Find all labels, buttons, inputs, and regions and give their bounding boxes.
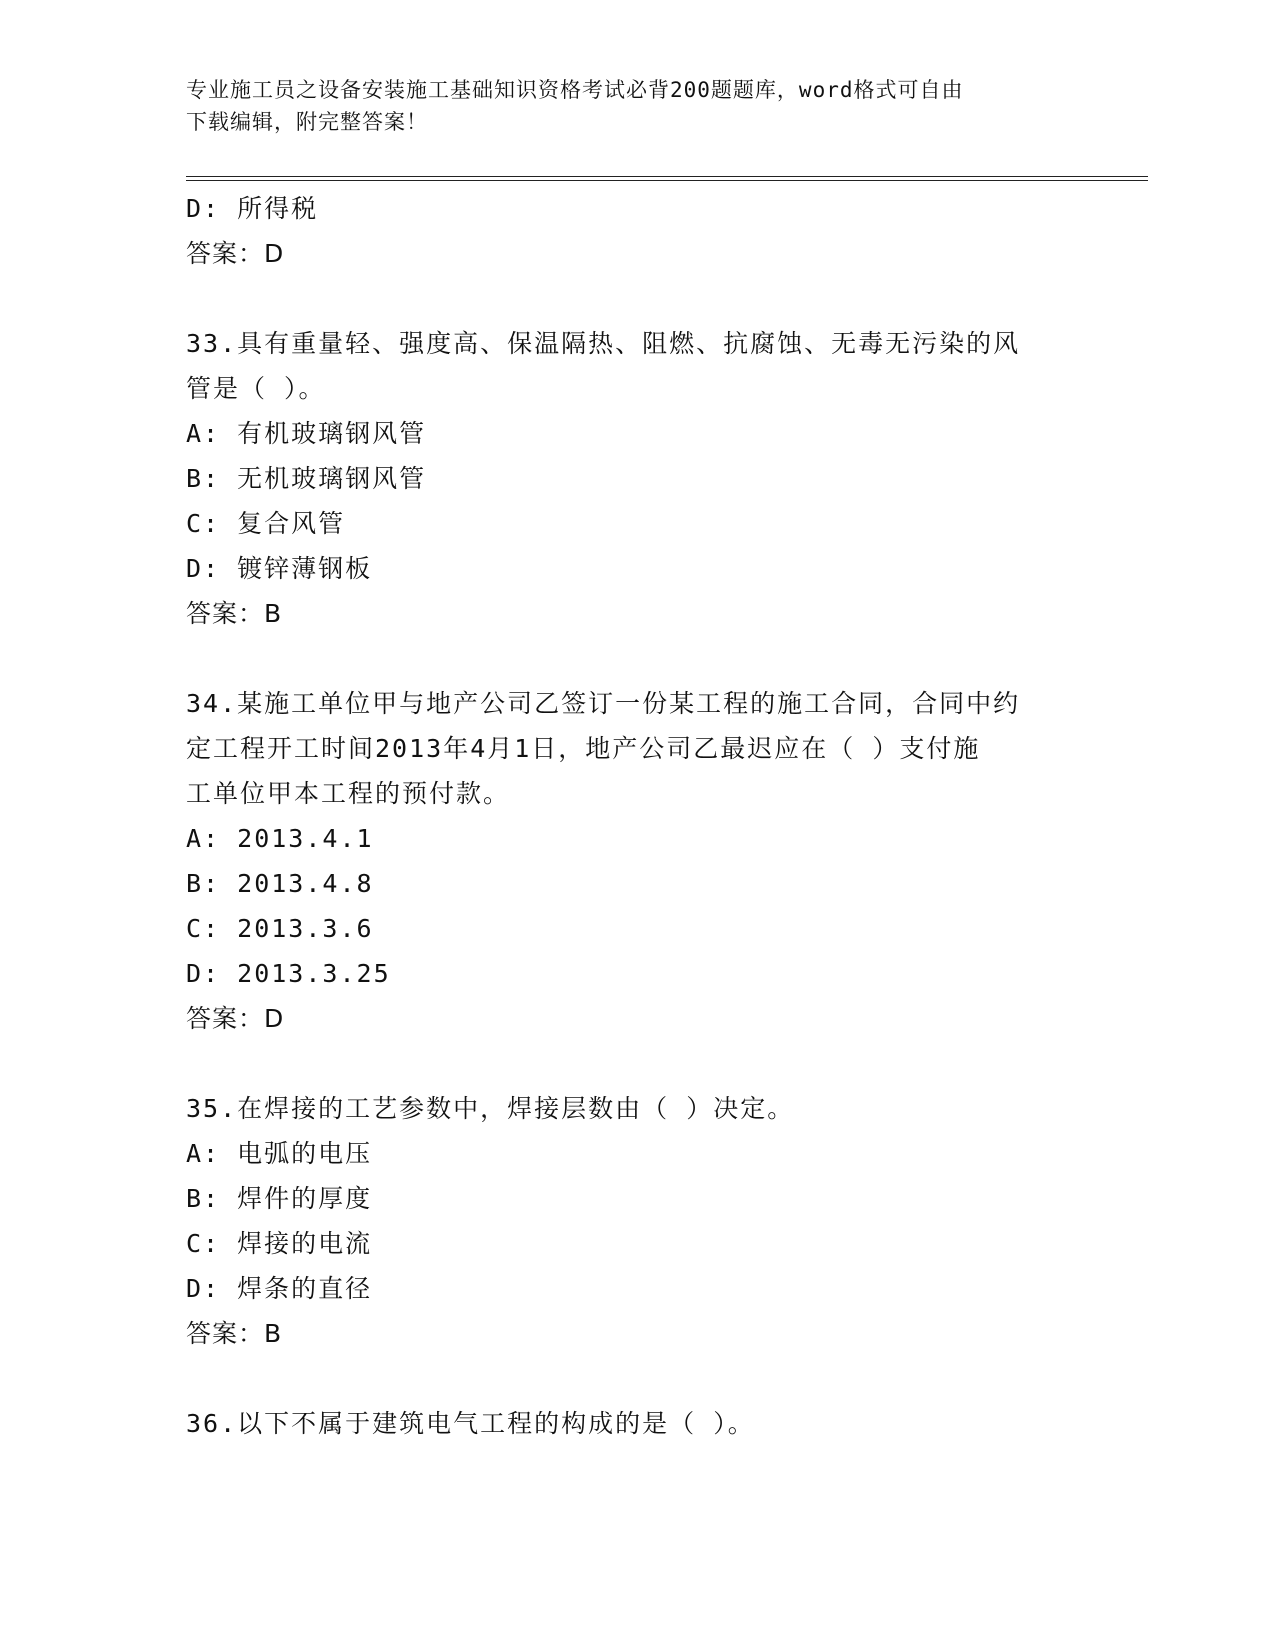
option-a: A: 2013.4.1	[186, 824, 374, 853]
option-d: D: 焊条的直径	[186, 1274, 373, 1303]
question-stem-line: 36.以下不属于建筑电气工程的构成的是（ ）。	[186, 1409, 755, 1438]
answer-line: 答案：D	[186, 1004, 285, 1033]
answer-line: 答案：D	[186, 239, 285, 268]
question-34	[186, 681, 1086, 1041]
option-c: C: 焊接的电流	[186, 1229, 373, 1258]
header-divider	[186, 176, 1148, 181]
option-d: D: 镀锌薄钢板	[186, 554, 373, 583]
document-body	[186, 186, 1086, 1446]
option-a: A: 电弧的电压	[186, 1139, 373, 1168]
header-line-2: 下载编辑，附完整答案！	[186, 110, 428, 134]
question-stem-line: 34.某施工单位甲与地产公司乙签订一份某工程的施工合同，合同中约	[186, 689, 1021, 718]
answer-line: 答案：B	[186, 599, 283, 628]
question-stem-line: 管是（ ）。	[186, 374, 326, 403]
answer-line: 答案：B	[186, 1319, 283, 1348]
option-c: C: 2013.3.6	[186, 914, 374, 943]
page-header	[186, 74, 1066, 138]
question-stem-line: 33.具有重量轻、强度高、保温隔热、阻燃、抗腐蚀、无毒无污染的风	[186, 329, 1021, 358]
spacer	[186, 1041, 1086, 1086]
option-a: A: 有机玻璃钢风管	[186, 419, 427, 448]
question-stem-line: 35.在焊接的工艺参数中，焊接层数由（ ）决定。	[186, 1094, 795, 1123]
option-c: C: 复合风管	[186, 509, 346, 538]
option-b: B: 无机玻璃钢风管	[186, 464, 427, 493]
question-35	[186, 1086, 1086, 1356]
option-b: B: 2013.4.8	[186, 869, 374, 898]
question-36	[186, 1401, 1086, 1446]
question-stem-line: 定工程开工时间2013年4月1日，地产公司乙最迟应在（ ）支付施	[186, 734, 981, 763]
spacer	[186, 636, 1086, 681]
spacer	[186, 1356, 1086, 1401]
spacer	[186, 276, 1086, 321]
question-33	[186, 321, 1086, 636]
option-b: B: 焊件的厚度	[186, 1184, 373, 1213]
option-d: D: 所得税	[186, 194, 319, 223]
question-stem-line: 工单位甲本工程的预付款。	[186, 779, 511, 808]
header-line-1: 专业施工员之设备安装施工基础知识资格考试必背200题题库，word格式可自由	[186, 78, 964, 102]
option-d: D: 2013.3.25	[186, 959, 391, 988]
